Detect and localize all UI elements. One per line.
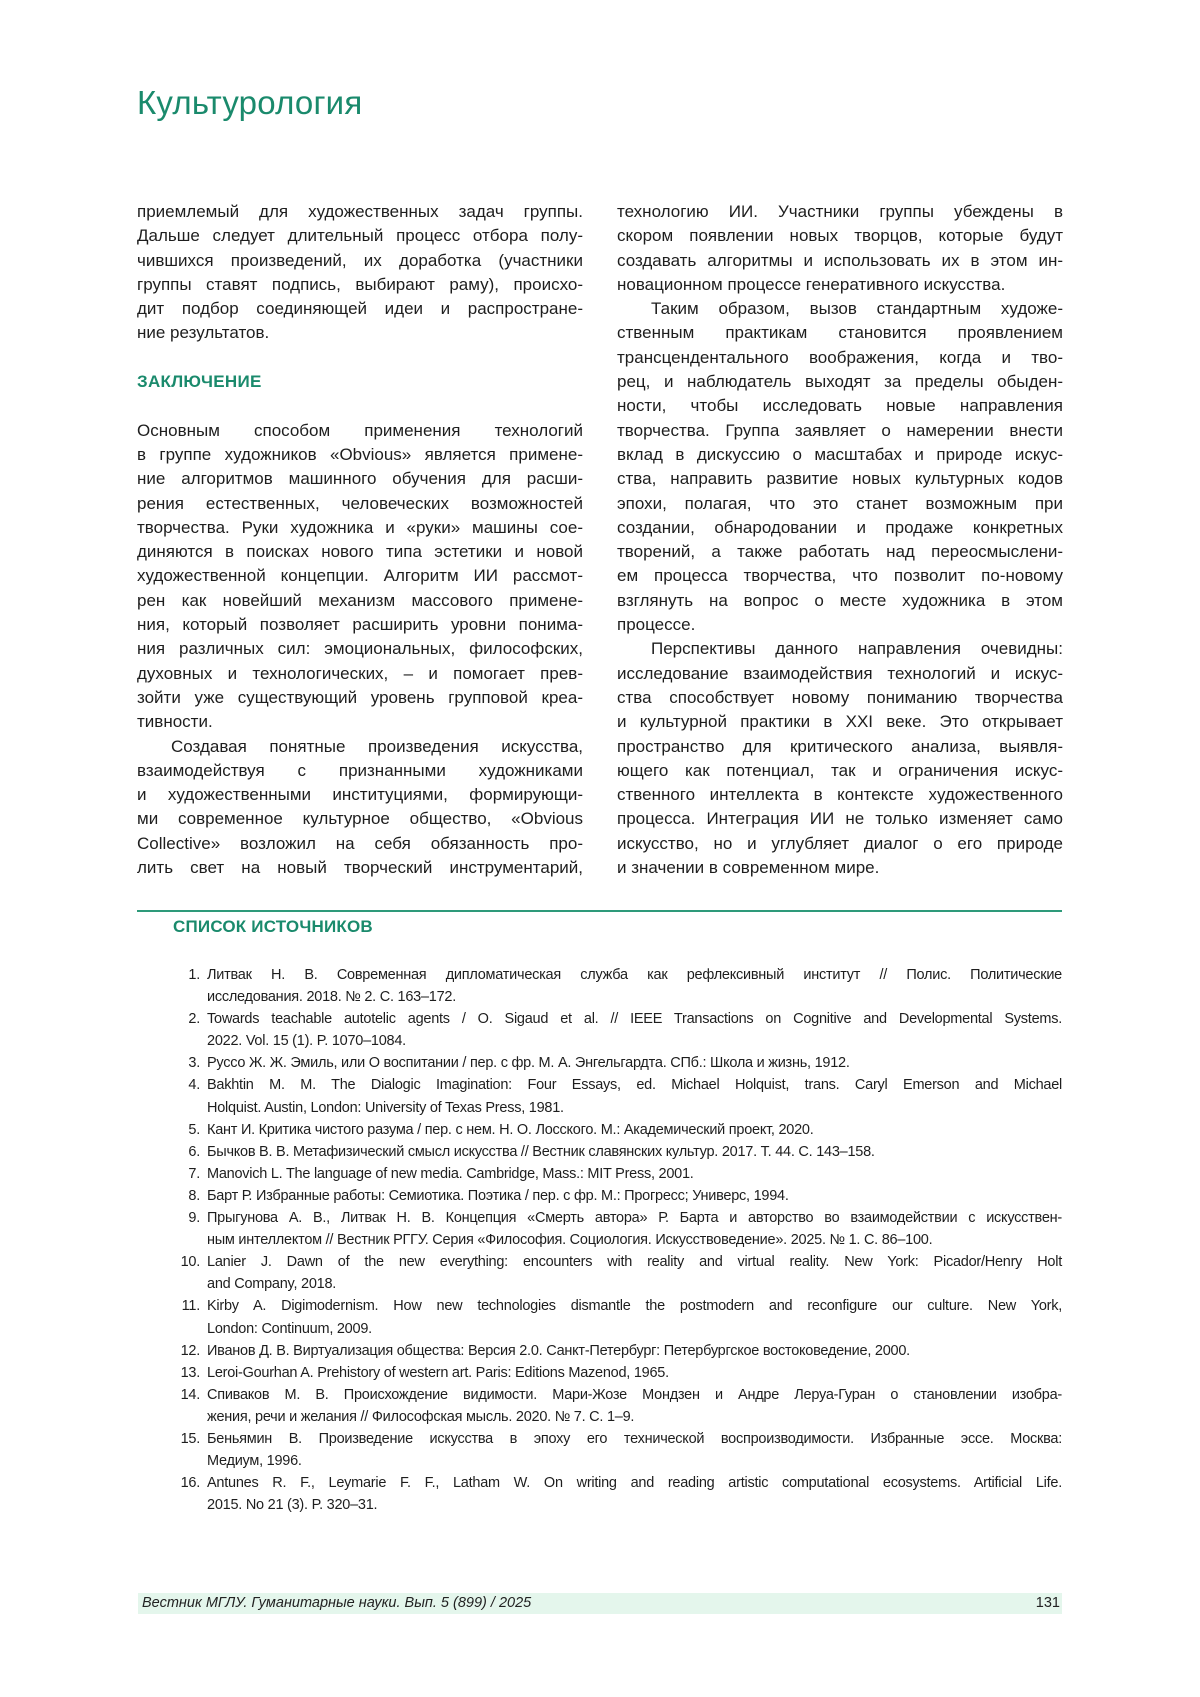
paragraph (137, 735, 583, 881)
reference-item (160, 1472, 1062, 1516)
reference-line: Lanier J. Dawn of the new everything: encounters with reality and virtual reality. New York: Picador/Henry Holt (207, 1251, 1062, 1273)
reference-number: 13. (160, 1362, 207, 1384)
section-heading: ЗАКЛЮЧЕНИЕ (137, 370, 583, 394)
text-line: технологию ИИ. Участники группы убеждены в (617, 200, 1063, 224)
reference-item (160, 1119, 1062, 1141)
reference-line: Иванов Д. В. Виртуализация общества: Версия 2.0. Санкт-Петербург: Петербургское востоковедение, 2000. (207, 1340, 1062, 1362)
reference-text (207, 964, 1062, 1008)
text-line: ем процесса творчества, что позволит по-новому (617, 564, 1063, 588)
left-column (137, 200, 583, 880)
text-line: в группе художников «Obvious» является примене- (137, 443, 583, 467)
reference-line: исследования. 2018. № 2. С. 163–172. (207, 986, 1062, 1008)
references-heading: СПИСОК ИСТОЧНИКОВ (173, 917, 373, 937)
paragraph (617, 637, 1063, 880)
reference-text (207, 1384, 1062, 1428)
reference-line: Беньямин В. Произведение искусства в эпоху его технической воспроизводимости. Избранные эссе. Москва: (207, 1428, 1062, 1450)
reference-text (207, 1362, 1062, 1384)
reference-number: 15. (160, 1428, 207, 1450)
reference-item (160, 1362, 1062, 1384)
reference-line: Leroi-Gourhan A. Prehistory of western art. Paris: Editions Mazenod, 1965. (207, 1362, 1062, 1384)
text-line: процесса. Интеграция ИИ не только изменяет само (617, 807, 1063, 831)
reference-item (160, 1074, 1062, 1118)
text-line: скором появлении новых творцов, которые будут (617, 224, 1063, 248)
reference-line: 2022. Vol. 15 (1). P. 1070–1084. (207, 1030, 1062, 1052)
reference-item (160, 1207, 1062, 1251)
reference-text (207, 1428, 1062, 1472)
references-list (160, 964, 1062, 1516)
paragraph (137, 200, 583, 346)
text-line: творчества. Руки художника и «руки» машины сое- (137, 516, 583, 540)
reference-text (207, 1163, 1062, 1185)
text-line: тивности. (137, 710, 583, 734)
text-line: ния различных сил: эмоциональных, философских, (137, 637, 583, 661)
text-line: ние результатов. (137, 321, 583, 345)
reference-line: Медиум, 1996. (207, 1450, 1062, 1472)
reference-number: 5. (160, 1119, 207, 1141)
reference-text (207, 1008, 1062, 1052)
reference-line: and Company, 2018. (207, 1273, 1062, 1295)
text-line: новационном процессе генеративного искусства. (617, 273, 1063, 297)
reference-item (160, 1185, 1062, 1207)
text-line: ства, направить развитие новых культурных кодов (617, 467, 1063, 491)
reference-number: 8. (160, 1185, 207, 1207)
reference-text (207, 1251, 1062, 1295)
text-line: зойти уже существующий уровень групповой креа- (137, 686, 583, 710)
reference-number: 10. (160, 1251, 207, 1273)
paragraph (617, 200, 1063, 297)
reference-line: Литвак Н. В. Современная дипломатическая служба как рефлексивный институт // Полис. Политические (207, 964, 1062, 986)
reference-number: 14. (160, 1384, 207, 1406)
reference-number: 4. (160, 1074, 207, 1096)
text-line: Создавая понятные произведения искусства, (137, 735, 583, 759)
page-footer (138, 1593, 1062, 1614)
text-line: дит подбор соединяющей идеи и распростране- (137, 297, 583, 321)
reference-line: Прыгунова А. В., Литвак Н. В. Концепция «Смерть автора» Р. Барта и авторство во взаимодействии с искусствен- (207, 1207, 1062, 1229)
reference-line: жения, речи и желания // Философская мысль. 2020. № 7. С. 1–9. (207, 1406, 1062, 1428)
reference-line: Holquist. Austin, London: University of Texas Press, 1981. (207, 1097, 1062, 1119)
text-line: ми современное культурное общество, «Obvious (137, 807, 583, 831)
text-line: и культурной практики в XXI веке. Это открывает (617, 710, 1063, 734)
reference-number: 11. (160, 1295, 207, 1317)
text-line: пространство для критического анализа, выявля- (617, 735, 1063, 759)
reference-line: Towards teachable autotelic agents / O. Sigaud et al. // IEEE Transactions on Cognitive and Developmental Systems. (207, 1008, 1062, 1030)
page-number: 131 (1036, 1593, 1060, 1614)
reference-item (160, 1251, 1062, 1295)
text-line: рен как новейший механизм массового примене- (137, 589, 583, 613)
reference-text (207, 1119, 1062, 1141)
reference-item (160, 964, 1062, 1008)
reference-number: 2. (160, 1008, 207, 1030)
reference-line: London: Continuum, 2009. (207, 1318, 1062, 1340)
reference-number: 7. (160, 1163, 207, 1185)
text-line: рец, и наблюдатель выходят за пределы обыден- (617, 370, 1063, 394)
text-line: творчества. Группа заявляет о намерении внести (617, 419, 1063, 443)
reference-number: 16. (160, 1472, 207, 1494)
text-line: Основным способом применения технологий (137, 419, 583, 443)
text-line: Таким образом, вызов стандартным художе- (617, 297, 1063, 321)
journal-citation: Вестник МГЛУ. Гуманитарные науки. Вып. 5 (899) / 2025 (142, 1593, 531, 1614)
text-line: Дальше следует длительный процесс отбора полу- (137, 224, 583, 248)
text-line: ственного интеллекта в контексте художественного (617, 783, 1063, 807)
text-line: взаимодействуя с признанными художниками (137, 759, 583, 783)
text-line: Перспективы данного направления очевидны: (617, 637, 1063, 661)
reference-line: Manovich L. The language of new media. Cambridge, Mass.: MIT Press, 2001. (207, 1163, 1062, 1185)
reference-number: 12. (160, 1340, 207, 1362)
text-line: взглянуть на вопрос о месте художника в этом (617, 589, 1063, 613)
reference-line: Bakhtin M. M. The Dialogic Imagination: Four Essays, ed. Michael Holquist, trans. Caryl Emerson and Michael (207, 1074, 1062, 1096)
text-line: ства способствует новому пониманию творчества (617, 686, 1063, 710)
text-line: Collective» возложил на себя обязанность про- (137, 832, 583, 856)
reference-line: Antunes R. F., Leymarie F. F., Latham W. On writing and reading artistic computational ecosystems. Artificial Life. (207, 1472, 1062, 1494)
reference-line: Бычков В. В. Метафизический смысл искусства // Вестник славянских культур. 2017. Т. 44. С. 143–158. (207, 1141, 1062, 1163)
reference-line: Руссо Ж. Ж. Эмиль, или О воспитании / пер. с фр. М. А. Энгельгардта. СПб.: Школа и жизнь, 1912. (207, 1052, 1062, 1074)
text-line: создавать алгоритмы и использовать их в этом ин- (617, 249, 1063, 273)
text-line: творений, а также работать над переосмыслени- (617, 540, 1063, 564)
reference-line: Kirby A. Digimodernism. How new technologies dismantle the postmodern and reconfigure our culture. New York, (207, 1295, 1062, 1317)
text-line: приемлемый для художественных задач группы. (137, 200, 583, 224)
spacer (137, 394, 583, 418)
reference-item (160, 1384, 1062, 1428)
reference-line: Барт Р. Избранные работы: Семиотика. Поэтика / пер. с фр. М.: Прогресс; Универс, 1994. (207, 1185, 1062, 1207)
reference-text (207, 1074, 1062, 1118)
paragraph (617, 297, 1063, 637)
text-line: духовных и технологических, – и помогает прев- (137, 662, 583, 686)
spacer (137, 346, 583, 370)
text-line: искусство, но и углубляет диалог о его природе (617, 832, 1063, 856)
text-line: диняются в поисках нового типа эстетики и новой (137, 540, 583, 564)
text-line: вклад в дискуссию о масштабах и природе искус- (617, 443, 1063, 467)
right-column (617, 200, 1063, 880)
text-line: ния, который позволяет расширить уровни понима- (137, 613, 583, 637)
text-line: эпохи, полагая, что это станет возможным при (617, 492, 1063, 516)
text-line: ющего как потенциал, так и ограничения искус- (617, 759, 1063, 783)
reference-text (207, 1295, 1062, 1339)
reference-item (160, 1428, 1062, 1472)
reference-text (207, 1207, 1062, 1251)
reference-text (207, 1472, 1062, 1516)
reference-line: 2015. No 21 (3). P. 320–31. (207, 1494, 1062, 1516)
reference-number: 1. (160, 964, 207, 986)
reference-item (160, 1052, 1062, 1074)
reference-number: 3. (160, 1052, 207, 1074)
reference-item (160, 1295, 1062, 1339)
text-line: создании, обнародовании и продаже конкретных (617, 516, 1063, 540)
paragraph (137, 419, 583, 735)
text-line: трансцендентального воображения, когда и тво- (617, 346, 1063, 370)
text-line: ственным практикам становится проявлением (617, 321, 1063, 345)
reference-line: Спиваков М. В. Происхождение видимости. Мари-Жозе Мондзен и Андре Леруа-Гуран о становлении изобра- (207, 1384, 1062, 1406)
text-line: чившихся произведений, их доработка (участники (137, 249, 583, 273)
reference-item (160, 1340, 1062, 1362)
reference-item (160, 1008, 1062, 1052)
text-line: группы ставят подпись, выбирают раму), происхо- (137, 273, 583, 297)
reference-text (207, 1340, 1062, 1362)
reference-item (160, 1141, 1062, 1163)
text-line: исследование взаимодействия технологий и искус- (617, 662, 1063, 686)
reference-text (207, 1141, 1062, 1163)
text-line: художественной концепции. Алгоритм ИИ рассмот- (137, 564, 583, 588)
reference-number: 6. (160, 1141, 207, 1163)
text-line: и художественными институциями, формирующи- (137, 783, 583, 807)
reference-text (207, 1185, 1062, 1207)
reference-number: 9. (160, 1207, 207, 1229)
reference-line: ным интеллектом // Вестник РГГУ. Серия «Философия. Социология. Искусствоведение». 2025. № 1. С. 86–100. (207, 1229, 1062, 1251)
text-line: рения естественных, человеческих возможностей (137, 492, 583, 516)
section-title: Культурология (137, 84, 362, 122)
text-line: лить свет на новый творческий инструментарий, (137, 856, 583, 880)
text-line: и значении в современном мире. (617, 856, 1063, 880)
reference-line: Кант И. Критика чистого разума / пер. с нем. Н. О. Лосского. М.: Академический проект, 2020. (207, 1119, 1062, 1141)
text-line: ности, чтобы исследовать новые направления (617, 394, 1063, 418)
reference-item (160, 1163, 1062, 1185)
reference-text (207, 1052, 1062, 1074)
references-divider (137, 910, 1062, 912)
text-line: ние алгоритмов машинного обучения для расши- (137, 467, 583, 491)
text-line: процессе. (617, 613, 1063, 637)
